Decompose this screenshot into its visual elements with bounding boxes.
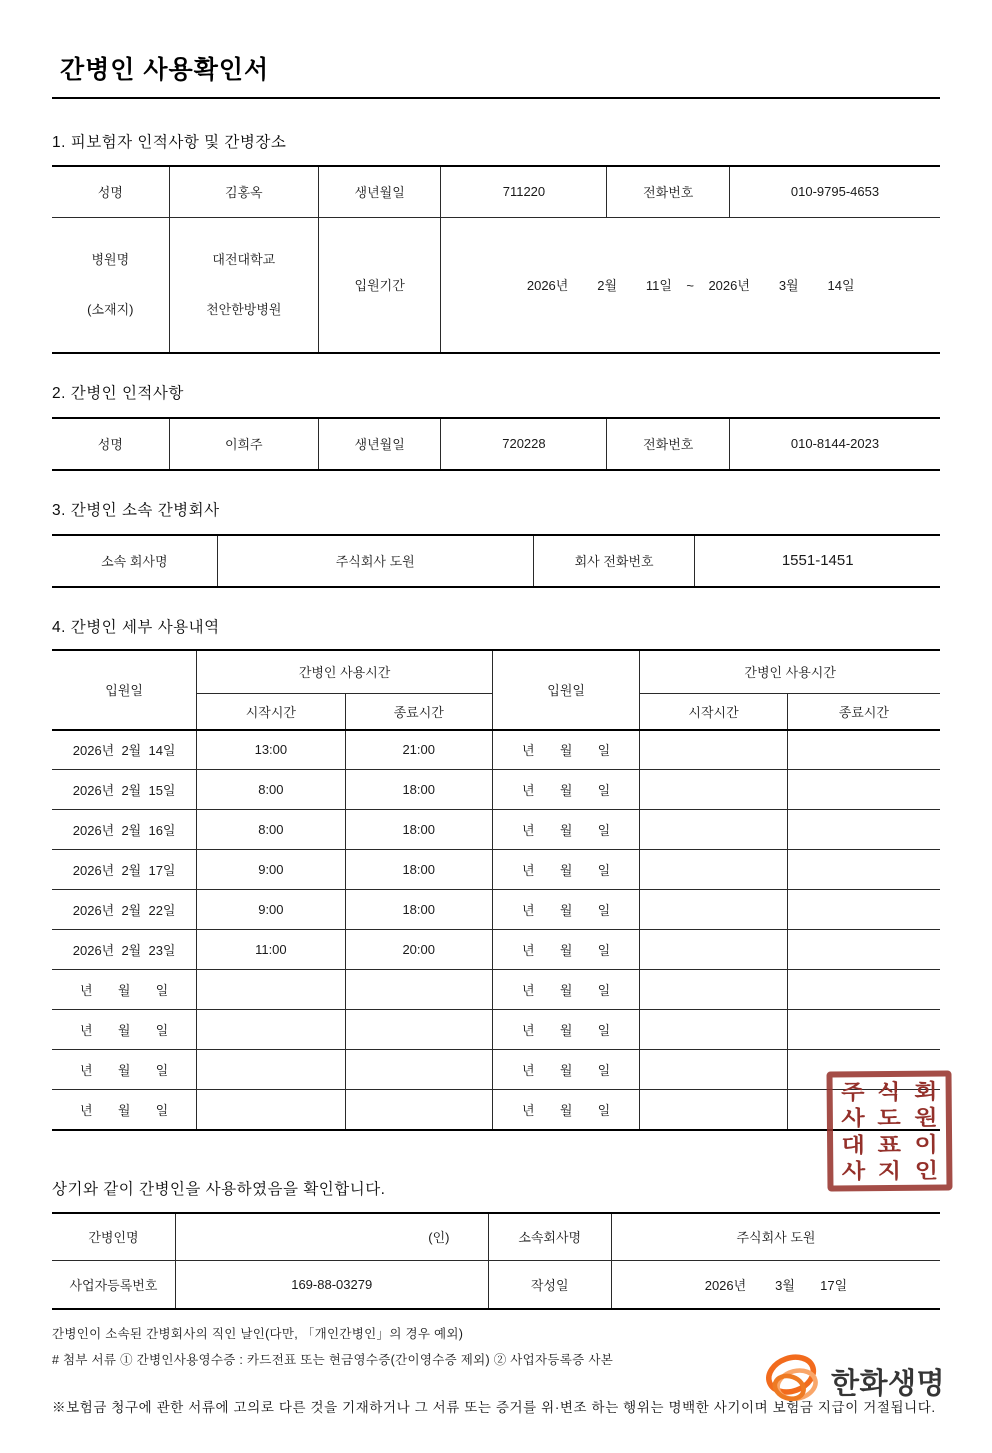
caregiver-name-value: 이희주 [169, 418, 318, 470]
usage-row [52, 810, 940, 850]
hospital-name-value [169, 217, 318, 353]
usage-col-start-right: 시작시간 [640, 694, 787, 730]
seal-character: 식 [877, 1078, 901, 1104]
start-time-cell [197, 970, 345, 1010]
section-heading-usage: 4. 간병인 세부 사용내역 [52, 618, 220, 636]
insured-phone-label: 전화번호 [607, 166, 730, 217]
start-time-cell [640, 1010, 787, 1050]
start-time-cell: 9:00 [197, 890, 345, 930]
admission-date-cell: 년 월 일 [52, 1050, 197, 1090]
start-time-cell [197, 1010, 345, 1050]
usage-row [52, 1090, 940, 1130]
seal-character: 주 [841, 1078, 865, 1105]
admission-date-cell: 2026년 2월 14일 [52, 730, 197, 770]
hospital-value-line1: 대전대학교 [212, 251, 276, 267]
admission-date-cell: 년 월 일 [492, 810, 639, 850]
start-time-cell [640, 730, 787, 770]
admission-date-cell: 년 월 일 [492, 770, 639, 810]
usage-col-admission-left: 입원일 [52, 650, 197, 730]
start-time-cell [197, 1090, 345, 1130]
start-time-cell: 11:00 [197, 930, 345, 970]
seal-character: 지 [878, 1158, 902, 1184]
start-time-cell [640, 930, 787, 970]
seal-character: 인 [914, 1157, 938, 1184]
admission-date-cell: 2026년 2월 15일 [52, 770, 197, 810]
fraud-warning-text: ※보험금 청구에 관한 서류에 고의로 다른 것을 기재하거나 그 서류 또는 증거를 위·변조 하는 행위는 명백한 사기이며 보험금 지급이 거절됩니다. [52, 1399, 936, 1415]
end-time-cell: 18:00 [345, 890, 492, 930]
section-heading-company: 3. 간병인 소속 간병회사 [52, 501, 220, 519]
insured-name-label: 성명 [52, 166, 169, 217]
end-time-cell: 20:00 [345, 930, 492, 970]
admission-period-value: 2026년 2월 11일 ~ 2026년 3월 14일 [441, 217, 940, 353]
start-time-cell: 13:00 [197, 730, 345, 770]
caregiver-usage-confirmation-form [0, 50, 992, 1453]
usage-col-admission-right: 입원일 [492, 650, 639, 730]
admission-date-cell: 년 월 일 [52, 1090, 197, 1130]
confirmation-table [52, 1212, 940, 1310]
admission-date-cell: 2026년 2월 17일 [52, 850, 197, 890]
seal-character: 사 [841, 1158, 866, 1184]
start-time-cell: 9:00 [197, 850, 345, 890]
end-time-cell: 18:00 [345, 810, 492, 850]
end-time-cell [787, 890, 940, 930]
caregiver-phone-label: 전화번호 [607, 418, 730, 470]
company-phone-value: 1551-1451 [695, 535, 940, 587]
usage-table [52, 649, 940, 1131]
admission-date-cell: 년 월 일 [52, 970, 197, 1010]
end-time-cell [787, 850, 940, 890]
start-time-cell: 8:00 [197, 770, 345, 810]
company-phone-label: 회사 전화번호 [533, 535, 695, 587]
brand-wordmark: 한화생명 [830, 1367, 945, 1400]
admission-date-cell: 년 월 일 [492, 1010, 639, 1050]
hospital-label-line2: (소재지) [87, 301, 134, 317]
page-title: 간병인 사용확인서 [52, 50, 940, 99]
usage-row [52, 1050, 940, 1090]
caregiver-name-label: 성명 [52, 418, 169, 470]
end-time-cell [787, 930, 940, 970]
usage-col-start-left: 시작시간 [197, 694, 345, 730]
insured-birth-label: 생년월일 [318, 166, 441, 217]
usage-col-end-left: 종료시간 [345, 694, 492, 730]
admission-date-cell: 년 월 일 [492, 730, 639, 770]
caregiver-phone-value: 010-8144-2023 [729, 418, 940, 470]
section-heading-caregiver: 2. 간병인 인적사항 [52, 384, 184, 402]
start-time-cell: 8:00 [197, 810, 345, 850]
end-time-cell [787, 970, 940, 1010]
table-row [52, 535, 940, 587]
confirmation-statement: 상기와 같이 간병인을 사용하였음을 확인합니다. [52, 1180, 386, 1198]
insured-table [52, 165, 940, 354]
usage-row [52, 930, 940, 970]
end-time-cell [787, 770, 940, 810]
usage-header-row [52, 650, 940, 694]
admission-date-cell: 2026년 2월 22일 [52, 890, 197, 930]
admission-date-cell: 년 월 일 [492, 930, 639, 970]
note-attachments: # 첨부 서류 ① 간병인사용영수증 : 카드전표 또는 현금영수증(간이영수증 제외) ② 사업자등록증 사본 [52, 1352, 614, 1367]
usage-row [52, 770, 940, 810]
end-time-cell [787, 810, 940, 850]
caregiver-birth-value: 720228 [441, 418, 607, 470]
seal-character: 도 [877, 1105, 902, 1131]
usage-row [52, 850, 940, 890]
usage-row [52, 1010, 940, 1050]
admission-date-cell: 년 월 일 [492, 1090, 639, 1130]
start-time-cell [640, 1050, 787, 1090]
insured-birth-value: 711220 [441, 166, 607, 217]
end-time-cell [345, 970, 492, 1010]
usage-col-end-right: 종료시간 [787, 694, 940, 730]
usage-row [52, 890, 940, 930]
signature-placeholder: (인) [175, 1213, 488, 1261]
insured-name-value: 김홍옥 [169, 166, 318, 217]
write-date-value: 2026년 3월 17일 [611, 1261, 940, 1309]
write-date-label: 작성일 [488, 1261, 611, 1309]
table-row [52, 166, 940, 217]
admission-date-cell: 년 월 일 [492, 1050, 639, 1090]
hanwha-rings-icon [759, 1348, 825, 1414]
section-heading-insured: 1. 피보험자 인적사항 및 간병장소 [52, 134, 287, 151]
end-time-cell [345, 1090, 492, 1130]
table-row [52, 1213, 940, 1261]
company-name-value: 주식회사 도원 [217, 535, 533, 587]
end-time-cell [787, 730, 940, 770]
caregiver-birth-label: 생년월일 [318, 418, 441, 470]
start-time-cell [197, 1050, 345, 1090]
start-time-cell [640, 1090, 787, 1130]
business-number-value: 169-88-03279 [175, 1261, 488, 1309]
admission-date-cell: 년 월 일 [492, 850, 639, 890]
insured-phone-value: 010-9795-4653 [729, 166, 940, 217]
admission-date-cell: 2026년 2월 23일 [52, 930, 197, 970]
company-seal-stamp [826, 1070, 952, 1191]
start-time-cell [640, 970, 787, 1010]
seal-character: 이 [914, 1131, 938, 1157]
usage-row [52, 970, 940, 1010]
end-time-cell [787, 1010, 940, 1050]
hospital-label-line1: 병원명 [91, 251, 130, 267]
confirm-company-label: 소속회사명 [488, 1213, 611, 1261]
company-table [52, 534, 940, 588]
start-time-cell [640, 770, 787, 810]
start-time-cell [640, 810, 787, 850]
note-seal-requirement: 간병인이 소속된 간병회사의 직인 날인(다만, 「개인간병인」의 경우 예외) [52, 1326, 464, 1341]
end-time-cell: 18:00 [345, 770, 492, 810]
start-time-cell [640, 850, 787, 890]
admission-date-cell: 2026년 2월 16일 [52, 810, 197, 850]
usage-col-time-right: 간병인 사용시간 [640, 650, 940, 694]
admission-date-cell: 년 월 일 [492, 970, 639, 1010]
hospital-value-line2: 천안한방병원 [206, 301, 282, 317]
admission-period-label: 입원기간 [318, 217, 441, 353]
confirm-company-value: 주식회사 도원 [611, 1213, 940, 1261]
hospital-name-label [52, 217, 169, 353]
company-name-label: 소속 회사명 [52, 535, 217, 587]
usage-row [52, 730, 940, 770]
end-time-cell: 18:00 [345, 850, 492, 890]
end-time-cell [345, 1050, 492, 1090]
hanwha-life-logo [759, 1348, 945, 1414]
admission-date-cell: 년 월 일 [52, 1010, 197, 1050]
seal-character: 원 [913, 1104, 938, 1131]
usage-col-time-left: 간병인 사용시간 [197, 650, 493, 694]
seal-character: 표 [877, 1131, 902, 1157]
confirm-caregiver-name-label: 간병인명 [52, 1213, 175, 1261]
table-row [52, 217, 940, 353]
end-time-cell [345, 1010, 492, 1050]
seal-character: 회 [913, 1078, 938, 1104]
start-time-cell [640, 890, 787, 930]
business-number-label: 사업자등록번호 [52, 1261, 175, 1309]
admission-date-cell: 년 월 일 [492, 890, 639, 930]
seal-character: 대 [841, 1131, 866, 1158]
caregiver-table [52, 417, 940, 471]
table-row [52, 418, 940, 470]
end-time-cell: 21:00 [345, 730, 492, 770]
seal-character: 사 [841, 1105, 865, 1131]
table-row [52, 1261, 940, 1309]
